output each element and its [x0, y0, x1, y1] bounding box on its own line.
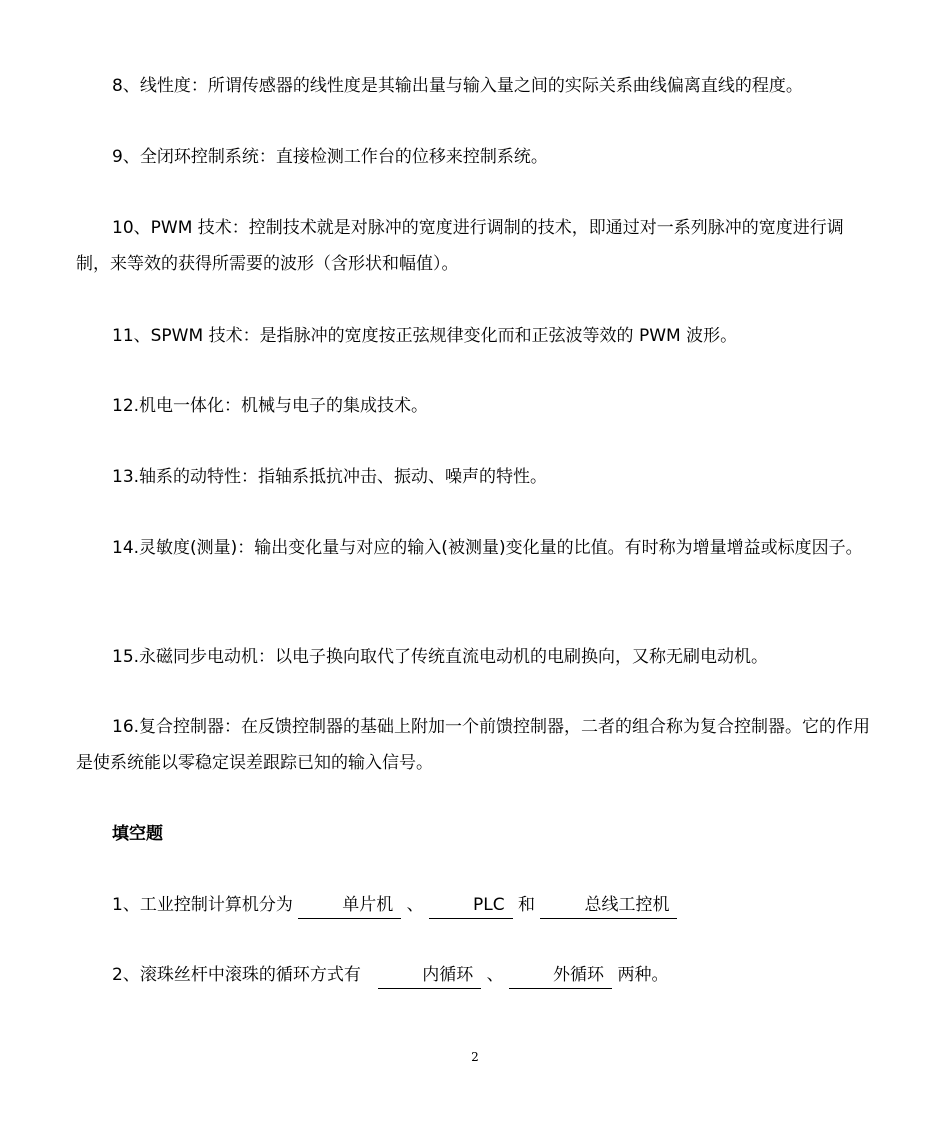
item-text: 机电一体化：机械与电子的集成技术。 [139, 396, 429, 416]
item-number: 12. [112, 396, 140, 416]
definition-item-14 [76, 530, 876, 566]
item-text: 灵敏度(测量)：输出变化量与对应的输入(被测量)变化量的比值。有时称为增量增益或标度因子。 [139, 538, 863, 558]
item-text: 永磁同步电动机：以电子换向取代了传统直流电动机的电刷换向，又称无刷电动机。 [139, 647, 769, 667]
definition-item-11 [76, 318, 876, 354]
item-number: 14. [112, 538, 140, 558]
question-suffix: 两种。 [617, 965, 669, 985]
item-number: 11、 [112, 326, 151, 346]
item-text: 线性度：所谓传感器的线性度是其输出量与输入量之间的实际关系曲线偏离直线的程度。 [139, 76, 803, 96]
definition-item-13 [76, 459, 876, 495]
item-text: 全闭环控制系统：直接检测工作台的位移来控制系统。 [139, 147, 548, 167]
fill-in-question-2 [76, 957, 876, 993]
item-number: 8、 [112, 76, 140, 96]
definition-item-9 [76, 139, 876, 175]
item-number: 10、 [112, 218, 151, 238]
item-text: 轴系的动特性：指轴系抵抗冲击、振动、噪声的特性。 [139, 467, 548, 487]
page-number: 2 [471, 1050, 479, 1064]
answer-blank: 外循环 [509, 962, 612, 989]
item-number: 16. [112, 717, 140, 737]
item-text: PWM 技术：控制技术就是对脉冲的宽度进行调制的技术，即通过对一系列脉冲的宽度进行调制，来等效的获得所需要的波形（含形状和幅值）。 [76, 218, 844, 274]
question-text: 2、滚珠丝杆中滚珠的循环方式有 [112, 965, 361, 985]
answer-blank: 内循环 [378, 962, 481, 989]
answer-blank: 单片机 [298, 892, 401, 919]
separator: 、 [486, 965, 504, 985]
question-text: 1、工业控制计算机分为 [112, 895, 293, 915]
separator: 和 [518, 895, 536, 915]
answer-blank: 总线工控机 [540, 892, 677, 919]
item-text: 复合控制器：在反馈控制器的基础上附加一个前馈控制器，二者的组合称为复合控制器。它的作用是使系统能以零稳定误差跟踪已知的输入信号。 [76, 717, 871, 773]
definition-item-12 [76, 388, 876, 424]
fill-in-question-1 [76, 887, 876, 923]
item-number: 13. [112, 467, 140, 487]
definition-item-16 [76, 709, 876, 781]
section-heading: 填空题 [112, 824, 163, 844]
item-number: 9、 [112, 147, 140, 167]
item-number: 15. [112, 647, 140, 667]
separator: 、 [406, 895, 424, 915]
definition-item-10 [76, 210, 876, 282]
answer-blank: PLC [429, 892, 513, 919]
definition-item-8 [76, 68, 876, 104]
item-text: SPWM 技术：是指脉冲的宽度按正弦规律变化而和正弦波等效的 PWM 波形。 [150, 326, 738, 346]
definition-item-15 [76, 639, 876, 675]
